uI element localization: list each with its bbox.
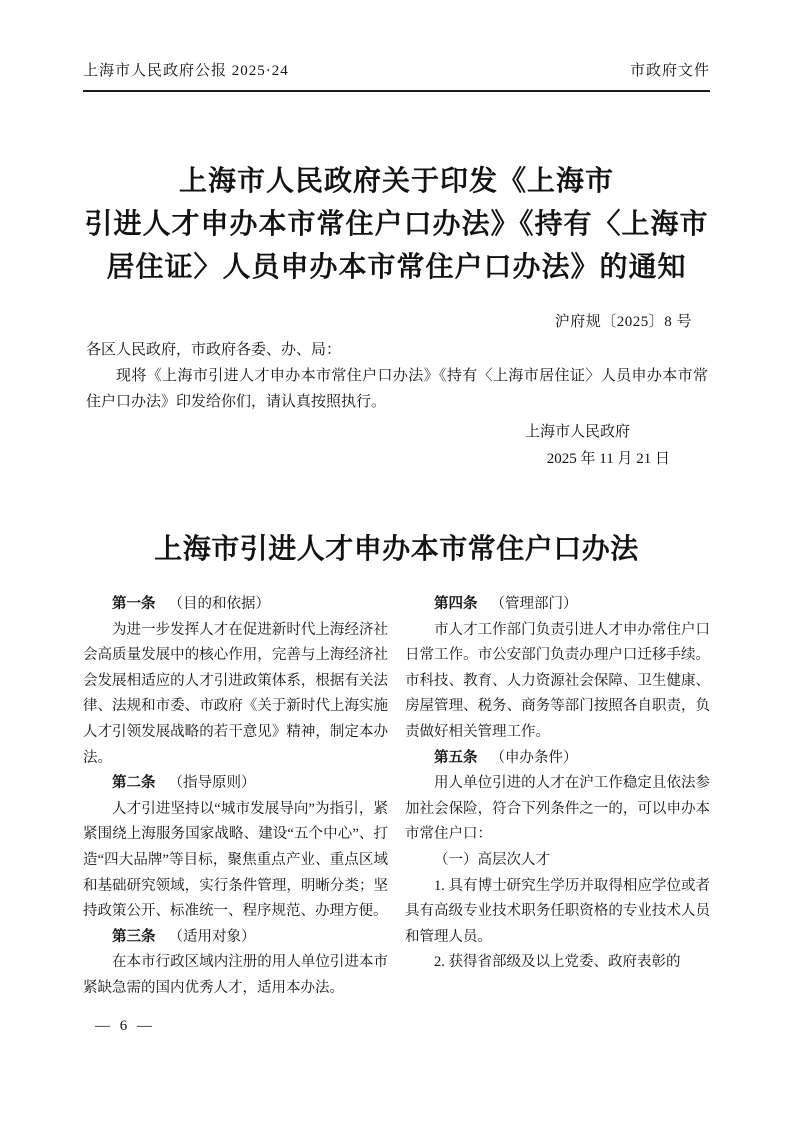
masthead [83, 59, 710, 80]
notice-title-line: 上海市人民政府关于印发《上海市 [178, 166, 614, 197]
salutation: 各区人民政府，市政府各委、办、局： [86, 342, 342, 358]
document-number: 沪府规〔2025〕8 号 [554, 314, 692, 330]
article-paragraph: （一）高层次人才 [434, 851, 550, 868]
notice-body: 现将《上海市引进人才申办本市常住户口办法》《持有〈上海市居住证〉人员申办本市常住户口办法》印发给你们，请认真按照执行。 [86, 368, 708, 410]
signature-date: 2025 年 11 月 21 日 [546, 451, 670, 467]
article-paragraph: 市人才工作部门负责引进人才申办常住户口日常工作。市公安部门负责办理户口迁移手续。市科技、教育、人力资源社会保障、卫生健康、房屋管理、税务、商务等部门按照各自职责，负责做好相关管理工作。 [405, 621, 710, 740]
masthead-category-label: 市政府文件 [629, 63, 710, 79]
masthead-divider [83, 90, 710, 92]
article-heading [83, 925, 388, 951]
article-heading [83, 771, 388, 797]
notice-title [70, 160, 723, 289]
article-number: 第四条 [434, 596, 478, 612]
article-paragraph: 2. 获得省部级及以上党委、政府表彰的 [434, 954, 681, 971]
article-caption: （指导原则） [168, 775, 256, 792]
article-number: 第二条 [112, 775, 156, 792]
article-caption: （管理部门） [490, 596, 578, 612]
article-heading [405, 592, 710, 618]
article-paragraph: 用人单位引进的人才在沪工作稳定且依法参加社会保险，符合下列条件之一的，可以申办本市常住户口： [405, 775, 710, 843]
article-caption: （申办条件） [490, 749, 578, 766]
article-number: 第五条 [434, 749, 478, 766]
page-number: — 6 — [95, 1018, 155, 1034]
article-heading [405, 746, 710, 772]
article-paragraph: 1. 具有博士研究生学历并取得相应学位或者具有高级专业技术职务任职资格的专业技术人员和管理人员。 [405, 877, 710, 945]
masthead-gazette-title: 上海市人民政府公报 2025·24 [83, 63, 289, 79]
notice-title-line: 引进人才申办本市常住户口办法》《持有〈上海市 [84, 209, 709, 240]
article-number: 第三条 [112, 928, 156, 945]
article-paragraph: 为进一步发挥人才在促进新时代上海经济社会高质量发展中的核心作用，完善与上海经济社会发展相适应的人才引进政策体系，根据有关法律、法规和市委、市政府《关于新时代上海实施人才引领发展战略的若干意见》精神，制定本办法。 [83, 621, 388, 766]
article-number: 第一条 [112, 596, 156, 612]
article-caption: （目的和依据） [168, 596, 271, 612]
article-caption: （适用对象） [168, 928, 256, 945]
article-heading [83, 592, 388, 618]
signature-issuer: 上海市人民政府 [524, 424, 630, 440]
article-paragraph: 在本市行政区域内注册的用人单位引进本市紧缺急需的国内优秀人才，适用本办法。 [83, 954, 388, 996]
article-paragraph: 人才引进坚持以“城市发展导向”为指引，紧紧围绕上海服务国家战略、建设“五个中心”、打造“四大品牌”等目标，聚焦重点产业、重点区域和基础研究领域，实行条件管理，明晰分类；坚持政策公开、标准统一、程序规范、办理方便。 [83, 800, 388, 920]
notice-title-line: 居住证〉人员申办本市常住户口办法》的通知 [106, 252, 687, 283]
regulation-title: 上海市引进人才申办本市常住户口办法 [154, 534, 639, 565]
regulation-body [83, 592, 710, 1016]
